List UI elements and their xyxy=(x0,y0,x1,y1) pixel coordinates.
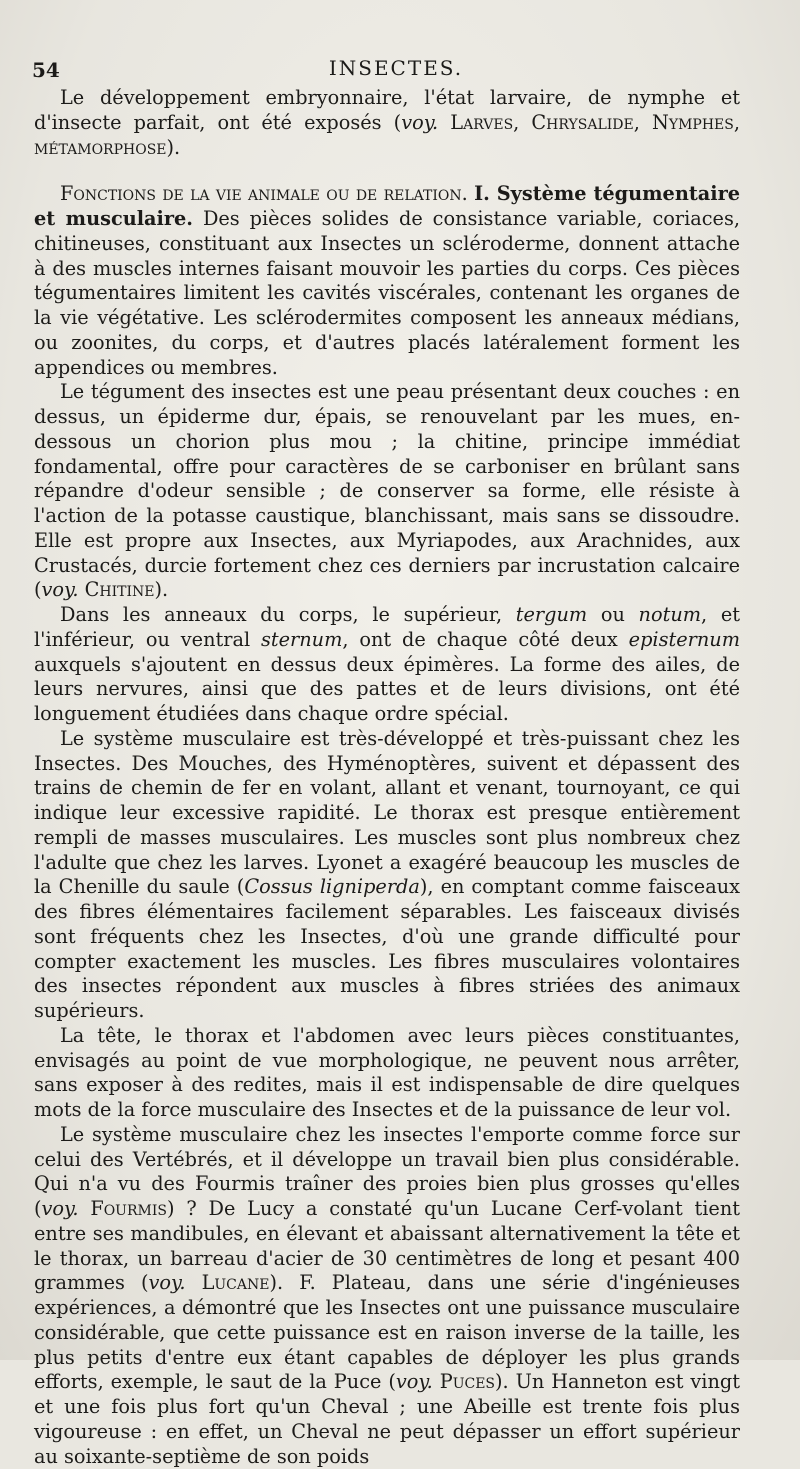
page-number: 54 xyxy=(32,58,60,82)
paragraph-morphology: La tête, le thorax et l'abdomen avec leurs pièces constituantes, envisagés au point de vue morphologique, ne peuvent nous arrêter, sans exposer à des redites, mais il est indispensable de dire quelques mots de la force musculaire des Insectes et de la puissance de leur vol. xyxy=(34,1023,740,1121)
running-title: INSECTES. xyxy=(328,56,464,80)
paragraph-muscular-system: Le système musculaire est très-développé et très-puissant chez les Insectes. Des Mouches, des Hyménoptères, suivent et dépassent des trains de chemin de fer en volant, allant et venant, tournoyant, ce qui indique leur excessive rapidité. Le thorax est presque entièrement rempli de masses musculaires. Les muscles sont plus nombreux chez l'adulte que chez les larves. Lyonet a exagéré beaucoup les muscles de la Chenille du saule (Cossus ligniperda), en comptant comme faisceaux des fibres élémentaires facilement séparables. Les faisceaux divisés sont fréquents chez les Insectes, d'où une grande difficulté pour compter exactement les muscles. Les fibres musculaires volontaires des insectes répondent aux muscles à fibres striées des animaux supérieurs. xyxy=(34,726,740,1022)
paragraph-development: Le développement embryonnaire, l'état larvaire, de nymphe et d'insecte parfait, ont été exposés (voy. Larves, Chrysalide, Nymphes, métamorphose). xyxy=(34,86,740,159)
paragraph-muscular-force: Le système musculaire chez les insectes l'emporte comme force sur celui des Vertébrés, et il développe un travail bien plus considérable. Qui n'a vu des Fourmis traîner des proies bien plus grosses qu'elles (voy. Fourmis) ? De Lucy a constaté qu'un Lucane Cerf-volant tient entre ses mandibules, en élevant et abaissant alternativement la tête et le thorax, un barreau d'acier de 30 centimètres de long et pesant 400 grammes (voy. Lucane). F. Plateau, dans une série d'ingénieuses expériences, a démontré que les Insectes ont une puissance musculaire considérable, que cette puissance est en raison inverse de la taille, les plus petits d'entre eux étant capables de déployer les plus grands efforts, exemple, le saut de la Puce (voy. Puces). Un Hanneton est vingt et une fois plus fort qu'un Cheval ; une Abeille est trente fois plus vigoureuse : en effet, un Cheval ne peut dépasser un effort supérieur au soixante-septième de son poids xyxy=(34,1122,741,1468)
page-header xyxy=(32,54,760,84)
body-text xyxy=(34,86,740,1469)
section-heading: Fonctions de la vie animale ou de relation. xyxy=(60,182,468,206)
cross-reference: Puces xyxy=(432,1370,496,1394)
cross-reference: Lucane xyxy=(185,1271,270,1295)
cross-reference: Larves, Chrysalide, Nymphes, métamorphose xyxy=(34,110,740,159)
cross-reference: Fourmis xyxy=(78,1197,167,1220)
paragraph-body-rings: Dans les anneaux du corps, le supérieur, tergum ou notum, et l'inférieur, ou ventral sternum, ont de chaque côté deux episternum auxquels s'ajoutent en dessus deux épimères. La forme des ailes, de leurs nervures, ainsi que des pattes et de leurs divisions, ont été longuement étudiées dans chaque ordre spécial. xyxy=(34,603,740,725)
paragraph-tegument: Le tégument des insectes est une peau présentant deux couches : en dessus, un épiderme dur, épais, se renouvelant par les mues, en-dessous un chorion plus mou ; la chitine, principe immédiat fondamental, offre pour caractères de se carboniser en brûlant sans répandre d'odeur sensible ; de conserver sa forme, elle résiste à l'action de la potasse caustique, blanchissant, mais sans se dissoudre. Elle est propre aux Insectes, aux Myriapodes, aux Arachnides, aux Crustacés, durcie fortement chez ces derniers par incrustation calcaire (voy. Chitine). xyxy=(34,380,740,602)
paragraph-integument-system: Fonctions de la vie animale ou de relation. I. Système tégumentaire et musculaire. Des pièces solides de consistance variable, coriaces, chitineuses, constituant aux Insectes un scléroderme, donnent attache à des muscles internes faisant mouvoir les parties du corps. Ces pièces tégumentaires limitent les cavités viscérales, contenant les organes de la vie végétative. Les sclérodermites composent les anneaux médians, ou zoonites, du corps, et d'autres placés latéralement forment les appendices ou membres. xyxy=(34,182,740,379)
cross-reference: Chitine xyxy=(78,578,155,602)
subsection-heading: I. Système tégumentaire et musculaire. xyxy=(34,182,740,230)
